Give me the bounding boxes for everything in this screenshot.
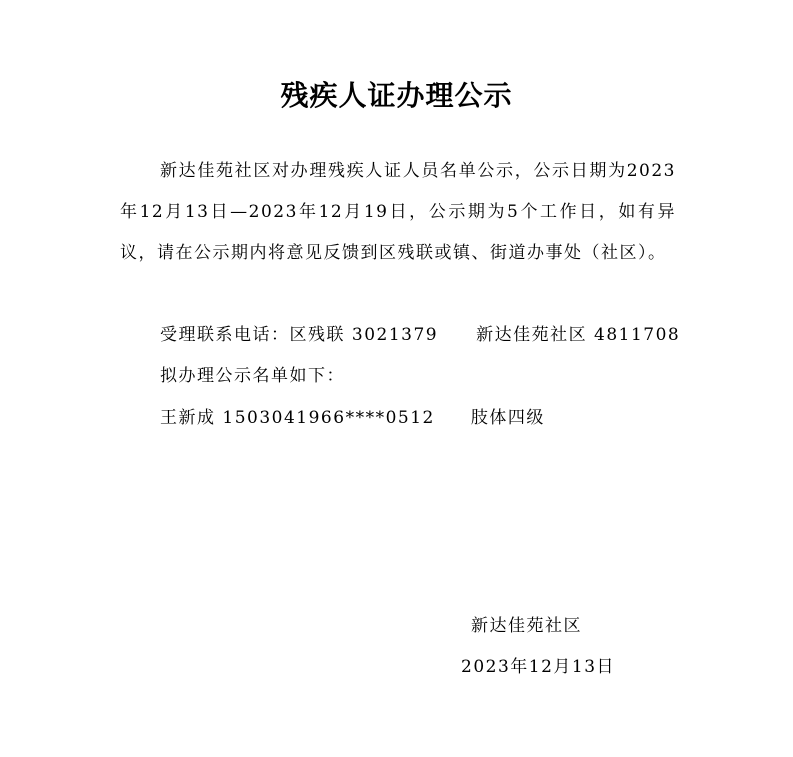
contact-label: 受理联系电话： [160,325,290,345]
signature-date: 2023年12月13日 [461,657,616,677]
page-title: 残疾人证办理公示 [280,79,513,112]
signature-organization: 新达佳苑社区 [471,616,582,636]
applicant-category: 肢体四级 [470,408,545,428]
notice-body [120,151,676,274]
notice-paragraph: 新达佳苑社区对办理残疾人证人员名单公示，公示日期为2023年12月13日—2023年12月19日，公示期为5个工作日，如有异议，请在公示期内将意见反馈到区残联或镇、街道办事处（社区）。 [120,161,676,263]
list-intro: 拟办理公示名单如下： [160,366,345,386]
list-item [160,403,545,433]
contact-district-federation: 区残联 3021379 [289,325,439,345]
contact-community: 新达佳苑社区 4811708 [476,325,681,345]
applicant-name-id: 王新成 1503041966****0512 [160,408,435,428]
contact-line [160,320,680,350]
